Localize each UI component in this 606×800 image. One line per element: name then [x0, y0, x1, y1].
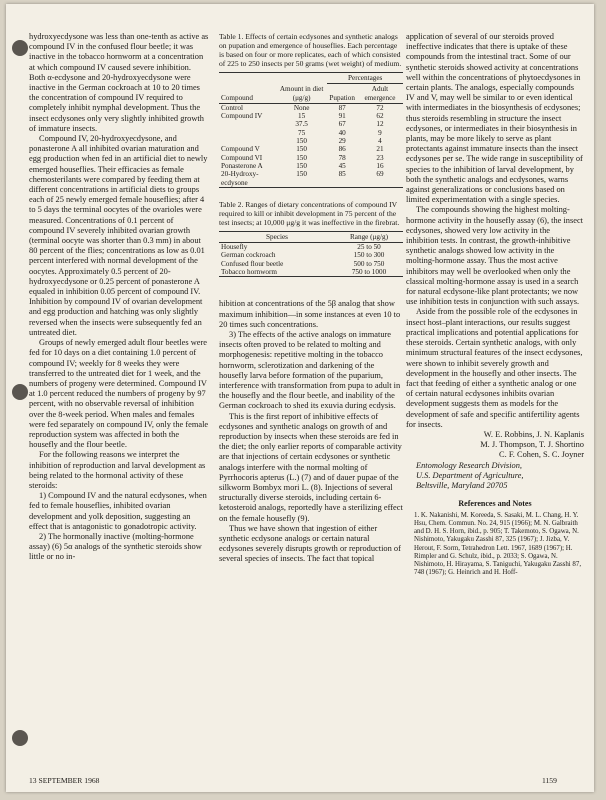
footer-date: 13 SEPTEMBER 1968	[29, 776, 100, 785]
table-cell	[219, 129, 276, 137]
body-paragraph: application of several of our steroids proved ineffective indicates that there is uptake of these compounds from the intestinal tract. Some of our synthetic steroids showed activity at concentrations well within the concentrations of phytoecdysones in certain plants. The analogs, especially compounds IV and V, may well be similar to or even identical with intermediates in the biosynthesis of ecdysones; thus steroids resembling in structure the insect ecdysones, or intermediates in their biosynthesis in plants, may be more likely to serve as plant protectants against immature insects than the insect ecdysones per se. The wide range in susceptibility of species to the inhibition of larval development, by both the synthetic analogs and ecdysones, warns against generalizations or conclusions based on limited experimentation with a single species.	[406, 32, 583, 205]
table-cell: None	[293, 103, 310, 112]
table-cell: German cockroach	[221, 251, 276, 260]
author-line: W. E. Robbins, J. N. Kaplanis	[483, 429, 584, 439]
table1-header-compound: Compound	[221, 93, 253, 102]
table1-header-percentages: Percentages	[327, 73, 403, 84]
affiliation-line: Entomology Research Division,	[416, 460, 522, 470]
table-cell: 16	[376, 161, 384, 170]
table-cell: 23	[376, 153, 384, 162]
table2	[219, 231, 403, 277]
table-cell: 75	[298, 128, 306, 137]
references-heading: References and Notes	[458, 499, 532, 509]
table-cell: 150 to 300	[353, 251, 385, 260]
table2-caption: Table 2. Ranges of dietary concentrations of compound IV required to kill or inhibit development in 75 percent of the test insects; at 10,000 μg/g it was ineffective in the firebrat.	[219, 199, 400, 227]
table-row	[219, 112, 403, 120]
table-cell: Housefly	[221, 243, 248, 252]
table-cell	[219, 120, 276, 128]
column-right	[406, 32, 584, 577]
table-cell: 91	[338, 112, 346, 121]
body-paragraph: hydroxyecdysone was less than one-tenth as active as compound IV in the confused flour beetle; it was inactive in the tobacco hornworm at a concentration at which compound IV caused severe inhibition. Both α-ecdysone and 20-hydroxyecdysone were inactive in the German cockroach at 10 to 20 times the concentration of compound IV required to completely inhibit nymphal development. Thus the insect ecdysones only very slightly inhibited growth of immature insects.	[29, 32, 209, 133]
journal-page	[6, 4, 594, 792]
table-row	[219, 145, 403, 153]
column-left	[29, 32, 209, 563]
table-cell: 78	[338, 153, 346, 162]
table-row	[219, 154, 403, 162]
page-number: 1159	[542, 776, 557, 785]
affiliation-line: Beltsville, Maryland 20705	[416, 480, 508, 490]
binder-hole	[12, 384, 28, 400]
body-paragraph: 3) The effects of the active analogs on immature insects often proved to be related to molting and morphogenesis: repetitive molting in the tobacco hornworm, sclerotization and darkening of the housefly larva before formation of the puparium, interference with transformation from pupa to adult in the housefly and the flour beetle, and inability of the German cockroach to shed its exuvia during ecdysis.	[219, 329, 401, 411]
body-paragraph: Thus we have shown that ingestion of either synthetic ecdysone analogs or certain natural ecdysones severely disrupts growth or reproduction of several species of insects. The fact that topical	[219, 523, 401, 564]
table-cell: 45	[338, 161, 346, 170]
reference-item: 1. K. Nakanishi, M. Koreeda, S. Sasaki, M. L. Chang, H. Y. Hsu, Chem. Commun. No. 24, 915 (1966); M. N. Galbraith and D. H. S. Horn, ibid., p. 905; T. Takemoto, S. Ogawa, N. Nishimoto, Yakugaku Zasshi 87, 325 (1967); J. Jizba, V. Herout, F. Sorm, Tetrahedron Lett. 1967, 1689 (1967); H. Rimpler and G. Schulz, ibid., p. 2033; S. Ogawa, N. Nishimoto, H. Hirayama, S. Taniguchi, Yakugaku Zasshi 87, 748 (1967); G. Heinrich and H. Hoff-	[414, 512, 582, 576]
table-cell: 25 to 50	[357, 243, 381, 252]
table-cell: Compound V	[221, 145, 260, 154]
table-row	[219, 243, 403, 252]
table-cell: 150	[296, 170, 307, 179]
table-cell: 62	[376, 112, 384, 121]
body-paragraph: Groups of newly emerged adult flour beetles were fed for 10 days on a diet containing 1.0 percent of compound IV; weekly for 8 weeks they were transferred to the untreated diet for 1 week, and the numbers of progeny were determined. Compound IV at 1.0 percent reduced the numbers of progeny by 97 percent, with no observable reversal of inhibition over the 8-week period. When males and females were fed separately on compound IV, only the female reproduction system was affected in both the housefly and the flour beetle.	[29, 338, 209, 450]
body-paragraph: Aside from the possible role of the ecdysones in insect host–plant interactions, our results suggest practical implications and potential applications for these steroids. Certain synthetic analogs, with only minimum structural features of the insect ecdysones, were shown to inhibit severely growth and development in the housefly and other insects. The fact that feeding of either a synthetic analog or one of certain natural ecdysones inhibits ovarian development suggests them as models for the development of safe and specific antifertility agents for insects.	[406, 307, 583, 429]
table-cell: 29	[338, 137, 346, 146]
table-row	[219, 120, 403, 128]
table-cell: 67	[338, 120, 346, 129]
table-cell: 150	[296, 153, 307, 162]
table-cell: 500 to 750	[353, 259, 385, 268]
table2-header-species: Species	[266, 232, 288, 241]
table-cell: 40	[338, 128, 346, 137]
table-cell: 4	[378, 137, 382, 146]
table1-header-pupation: Pupation	[329, 93, 355, 102]
affiliation-line: U.S. Department of Agriculture,	[416, 470, 524, 480]
table1-header-amount: Amount in diet (μg/g)	[279, 85, 324, 102]
binder-hole	[12, 40, 28, 56]
table-cell	[219, 137, 276, 145]
table-cell: 15	[298, 112, 306, 121]
table2-header-range: Range (μg/g)	[350, 232, 388, 241]
author-line: C. F. Cohen, S. C. Joyner	[499, 450, 584, 460]
binder-hole	[12, 730, 28, 746]
column-middle	[219, 32, 403, 565]
table-cell: 150	[296, 145, 307, 154]
table-cell: 12	[376, 120, 384, 129]
table-row	[219, 260, 403, 268]
table1-caption: Table 1. Effects of certain ecdysones and synthetic analogs on pupation and emergence of houseflies. Each percentage is based on four or more replicates, each of which consisted of 225 to 250 insects per 50 grams (wet weight) of medium.	[219, 32, 402, 68]
table-cell: 85	[338, 170, 346, 179]
table-row	[219, 170, 403, 187]
table-row	[219, 103, 403, 112]
body-paragraph: 1) Compound IV and the natural ecdysones, when fed to female houseflies, inhibited ovarian development and yolk deposition, suggesting an effect that is antagonistic to gonadotropic activity.	[29, 491, 207, 531]
table-cell: Compound VI	[221, 153, 263, 162]
table-cell: 72	[376, 103, 384, 112]
table-cell: 150	[296, 161, 307, 170]
table-row	[219, 251, 403, 259]
table-row	[219, 268, 403, 277]
table-row	[219, 162, 403, 170]
table1	[219, 72, 403, 188]
table-cell: Ponasterone A	[221, 161, 263, 170]
body-paragraph: The compounds showing the highest molting-hormone activity in the housefly assay (6), the insect ecdysones, showed very low activity in the inhibition tests. In contrast, the growth-inhibitive synthetic analogs showed low activity in the molting-hormone assay. Thus the most active inhibitors may well be overlooked when only the classical molting-hormone assay is used in a search for natural ecdysone-like plant protectants; we now use inhibition tests in conjunction with such assays.	[406, 205, 583, 307]
table-cell: 69	[376, 170, 384, 179]
body-paragraph: This is the first report of inhibitive effects of ecdysones and synthetic analogs on growth of and reproduction by insects when these steroids are fed in the diet; the only earlier reports of comparable activity are that injections of certain ecdysones or synthetic analogs interfere with the normal molting of Pyrrhocoris apterus (L.) (7) and of dauer pupae of the silkworm Bombyx mori L. (8). Injections of several structurally diverse steroids, including certain 6-ketosteroid analogs, reportedly have a sterilizing effect on the female housefly (9).	[219, 411, 403, 523]
body-paragraph: Compound IV, 20-hydroxyecdysone, and ponasterone A all inhibited ovarian maturation and egg production when fed in an artificial diet to newly emerged houseflies. Their efficacies as female chemosterilants were compared by feeding them at different concentrations in artificial diets to groups each of 25 newly emerged female houseflies; after 4 to 5 days the terminal oocytes of the ovarioles were measured. Concentrations of 0.1 percent of compound IV severely inhibited ovarian growth (terminal oocyte was shorter than 0.3 mm) in about 80 percent of the flies; concentrations as low as 0.01 percent interfered with normal development of the oocytes. Approximately 0.5 percent of 20-hydroxyecdysone or 0.25 percent of ponasterone A equaled in inhibition 0.05 percent of compound IV. Inhibition by compound IV of ovarian development and egg production and hatching was only slightly reversed when the insects were subsequently fed an untreated diet.	[29, 134, 208, 337]
table-cell: Tobacco hornworm	[221, 268, 277, 277]
body-paragraph: hibition at concentrations of the 5β analog that show maximum inhibition—in some instances at even 10 to 20 times such concentrations.	[219, 299, 401, 329]
body-paragraph: 2) The hormonally inactive (molting-hormone assay) (6) 5α analogs of the synthetic steroids show little or no in-	[29, 531, 202, 562]
table-cell: 87	[338, 103, 346, 112]
table-cell: 21	[376, 145, 384, 154]
table-cell: Compound IV	[221, 112, 263, 121]
table-cell: 750 to 1000	[351, 268, 387, 277]
table-row	[219, 129, 403, 137]
table-row	[219, 137, 403, 145]
table-cell: Control	[221, 103, 243, 112]
body-paragraph: For the following reasons we interpret the inhibition of reproduction and larval development as being related to the hormonal activity of these steroids:	[29, 450, 206, 490]
table-cell: 86	[338, 145, 346, 154]
table-cell: 20-Hydroxy-ecdysone	[221, 170, 259, 187]
table-cell: 37.5	[295, 120, 308, 129]
table1-header-emergence: Adult emergence	[364, 85, 396, 102]
table-cell: Confused flour beetle	[221, 259, 284, 268]
table-cell: 150	[296, 137, 307, 146]
author-line: M. J. Thompson, T. J. Shortino	[480, 440, 584, 450]
table-cell: 9	[378, 128, 382, 137]
